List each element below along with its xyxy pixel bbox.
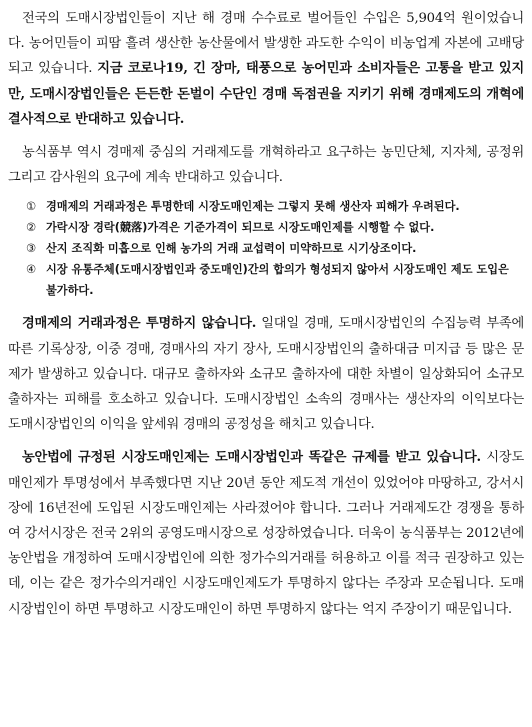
list-item <box>8 238 524 259</box>
document-page <box>8 6 524 622</box>
paragraph-revenue-emphasis: 지금 코로나19, 긴 장마, 태풍으로 농어민과 소비자들은 고통을 받고 있지만, 도매시장법인들은 든든한 돈벌이 수단인 경매 독점권을 지키기 위해 경매제도의 개혁에 결사적으로 반대하고 있습니다. <box>8 61 524 127</box>
paragraph-market-text: 시장도매인제가 투명성에서 부족했다면 지난 20년 동안 제도적 개선이 있었어야 마땅하고, 강서시장에 16년전에 도입된 시장도매인제는 사라졌어야 합니다. 그러나 거래제도간 경쟁을 통하여 강서시장은 전국 2위의 공영도매시장으로 성장하였습니다. 더욱이 농식품부는 2012년에 농안법을 개정하여 도매시장법인에 의한 정가수의거래를 허용하고 이를 적극 권장하고 있는데, 이는 같은 정가수의거래인 시장도매인제도가 투명하지 않다는 주장과 모순됩니다. 도매시장법인이 하면 투명하고 시장도매인이 하면 투명하지 않다는 억지 주장이기 때문입니다. <box>8 450 524 617</box>
list-item-text: 가락시장 경락(競落)가격은 기준가격이 되므로 시장도매인제를 시행할 수 없다. <box>46 221 435 235</box>
list-item <box>8 217 524 238</box>
list-item-number: ① <box>26 200 37 214</box>
paragraph-ministry <box>8 140 524 190</box>
paragraph-market-heading: 농안법에 규정된 시장도매인제는 도매시장법인과 똑같은 규제를 받고 있습니다. <box>22 450 481 466</box>
list-item-text: 산지 조직화 미흡으로 인해 농가의 거래 교섭력이 미약하므로 시기상조이다. <box>46 242 417 256</box>
list-item-text: 시장 유통주체(도매시장법인과 중도매인)간의 합의가 형성되지 않아서 시장도매인 제도 도입은 불가하다. <box>46 263 509 298</box>
paragraph-revenue-text: 전국의 도매시장법인들이 지난 해 경매 수수료로 벌어들인 수입은 5,904억 원이었습니다. 농어민들이 피땀 흘려 생산한 농산물에서 발생한 과도한 수익이 비농업계 자본에 고배당되고 있습니다. <box>8 11 524 77</box>
list-item-number: ④ <box>26 263 37 277</box>
paragraph-revenue <box>8 6 524 132</box>
objection-list <box>8 196 524 301</box>
list-item-number: ② <box>26 221 37 235</box>
list-item-number: ③ <box>26 242 37 256</box>
paragraph-market-wholesaler <box>8 445 524 621</box>
list-item <box>8 259 524 301</box>
paragraph-ministry-text: 농식품부 역시 경매제 중심의 거래제도를 개혁하라고 요구하는 농민단체, 지자체, 공정위 그리고 감사원의 요구에 계속 반대하고 있습니다. <box>8 145 524 186</box>
list-item <box>8 196 524 217</box>
list-item-text: 경매제의 거래과정은 투명한데 시장도매인제는 그렇지 못해 생산자 피해가 우려된다. <box>46 200 460 214</box>
paragraph-auction-heading: 경매제의 거래과정은 투명하지 않습니다. <box>22 316 257 332</box>
paragraph-auction-transparency <box>8 311 524 437</box>
paragraph-auction-text: 일대일 경매, 도매시장법인의 수집능력 부족에 따른 기록상장, 이중 경매, 경매사의 자기 장사, 도매시장법인의 출하대금 미지급 등 많은 문제가 발생하고 있습니다. 대규모 출하자와 소규모 출하자에 대한 차별이 일상화되어 소규모 출하자는 피해를 호소하고 있습니다. 도매시장법인 소속의 경매사는 생산자의 이익보다는 도매시장법인의 이익을 앞세워 경매의 공정성을 해치고 있습니다. <box>8 316 524 433</box>
